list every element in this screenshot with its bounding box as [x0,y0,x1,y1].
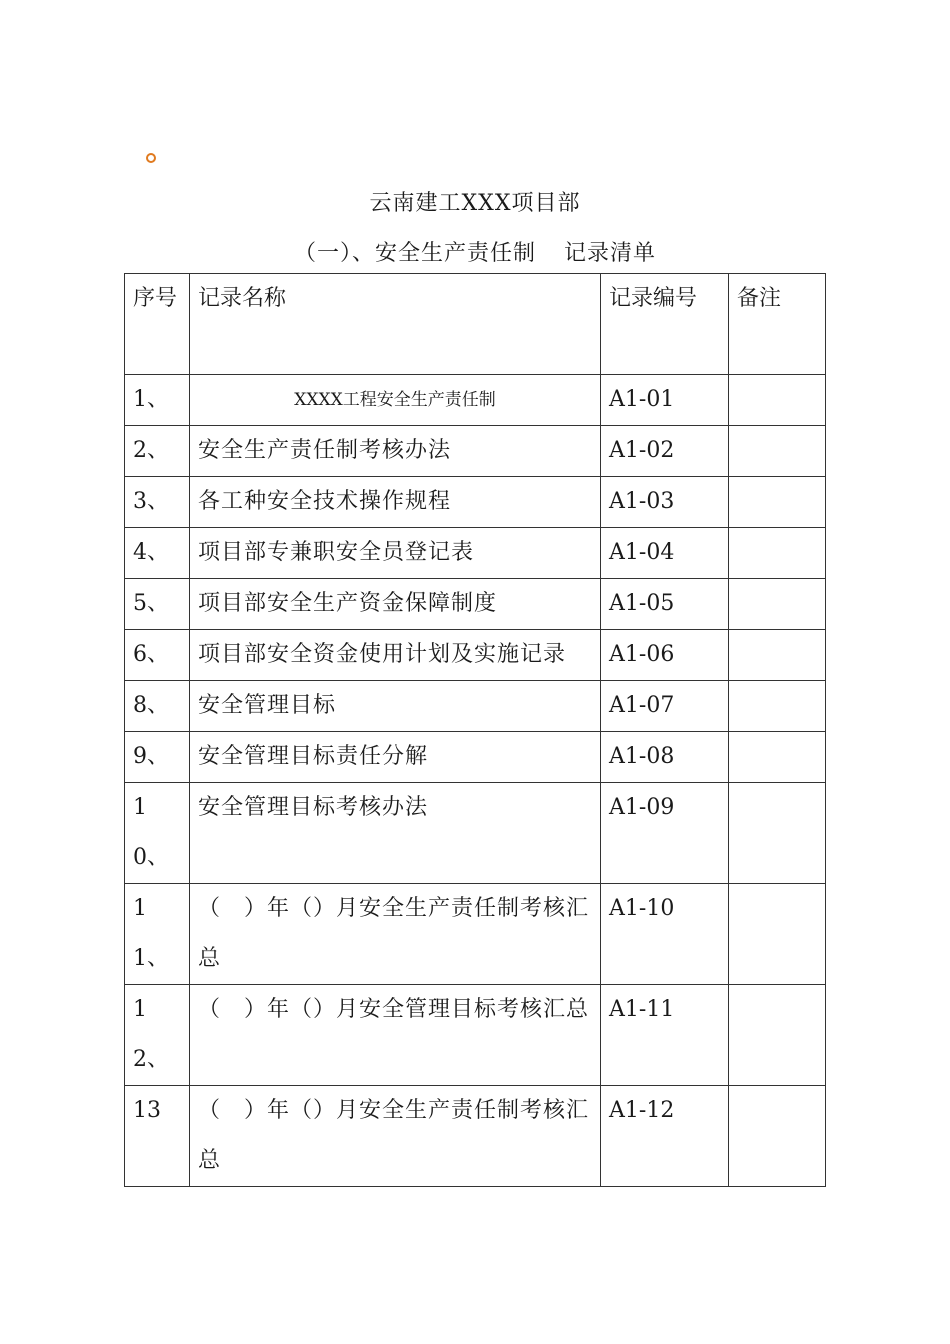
records-table [124,273,826,1187]
row-number: 4、 [125,528,190,579]
row-number: 11、 [125,884,190,985]
table-row [125,985,826,1086]
row-record-name: 安全管理目标责任分解 [190,732,601,783]
row-remarks [729,884,826,985]
document-title: 云南建工XXX项目部 [369,191,581,216]
row-remarks [729,732,826,783]
row-remarks [729,681,826,732]
table-row [125,477,826,528]
row-record-name: （ ）年（）月安全管理目标考核汇总 [190,985,601,1086]
row-number: 2、 [125,426,190,477]
table-row [125,783,826,884]
row-record-name: （ ）年（）月安全生产责任制考核汇总 [190,1086,601,1187]
row-remarks [729,579,826,630]
row-number: 10、 [125,783,190,884]
row-remarks [729,783,826,884]
row-record-code: A1-12 [601,1086,729,1187]
subtitle-section: （一）、安全生产责任制 [293,241,536,266]
bullet-marker-icon [146,153,156,163]
row-number: 13 [125,1086,190,1187]
row-remarks [729,375,826,426]
row-remarks [729,630,826,681]
row-remarks [729,477,826,528]
row-record-name: 安全管理目标 [190,681,601,732]
row-record-code: A1-11 [601,985,729,1086]
row-record-name: 安全生产责任制考核办法 [190,426,601,477]
row-number: 9、 [125,732,190,783]
table-row [125,681,826,732]
row-number: 12、 [125,985,190,1086]
row-remarks [729,528,826,579]
document-subtitle [0,236,950,267]
table-row [125,630,826,681]
table-row [125,732,826,783]
col-header-number: 序号 [125,274,190,375]
row-record-name: 项目部安全资金使用计划及实施记录 [190,630,601,681]
row-remarks [729,1086,826,1187]
row-record-code: A1-04 [601,528,729,579]
table-header-row [125,274,826,375]
row-record-code: A1-02 [601,426,729,477]
row-record-code: A1-06 [601,630,729,681]
row-number: 1、 [125,375,190,426]
row-number: 3、 [125,477,190,528]
table-row [125,528,826,579]
row-record-code: A1-09 [601,783,729,884]
row-record-code: A1-07 [601,681,729,732]
row-record-code: A1-05 [601,579,729,630]
row-record-name: （ ）年（）月安全生产责任制考核汇总 [190,884,601,985]
row-record-name: 项目部专兼职安全员登记表 [190,528,601,579]
row-record-code: A1-03 [601,477,729,528]
table-row [125,426,826,477]
col-header-record-code: 记录编号 [601,274,729,375]
row-number: 8、 [125,681,190,732]
table-row [125,579,826,630]
row-remarks [729,985,826,1086]
table-row [125,884,826,985]
subtitle-list-label: 记录清单 [564,241,657,266]
row-number: 5、 [125,579,190,630]
row-number: 6、 [125,630,190,681]
row-record-code: A1-08 [601,732,729,783]
row-record-code: A1-10 [601,884,729,985]
col-header-remarks: 备注 [729,274,826,375]
row-record-name: 各工种安全技术操作规程 [190,477,601,528]
row-remarks [729,426,826,477]
row-record-name: XXXX工程安全生产责任制 [190,375,601,426]
row-record-name: 项目部安全生产资金保障制度 [190,579,601,630]
table-row [125,1086,826,1187]
col-header-record-name: 记录名称 [190,274,601,375]
row-record-code: A1-01 [601,375,729,426]
row-record-name: 安全管理目标考核办法 [190,783,601,884]
table-row [125,375,826,426]
